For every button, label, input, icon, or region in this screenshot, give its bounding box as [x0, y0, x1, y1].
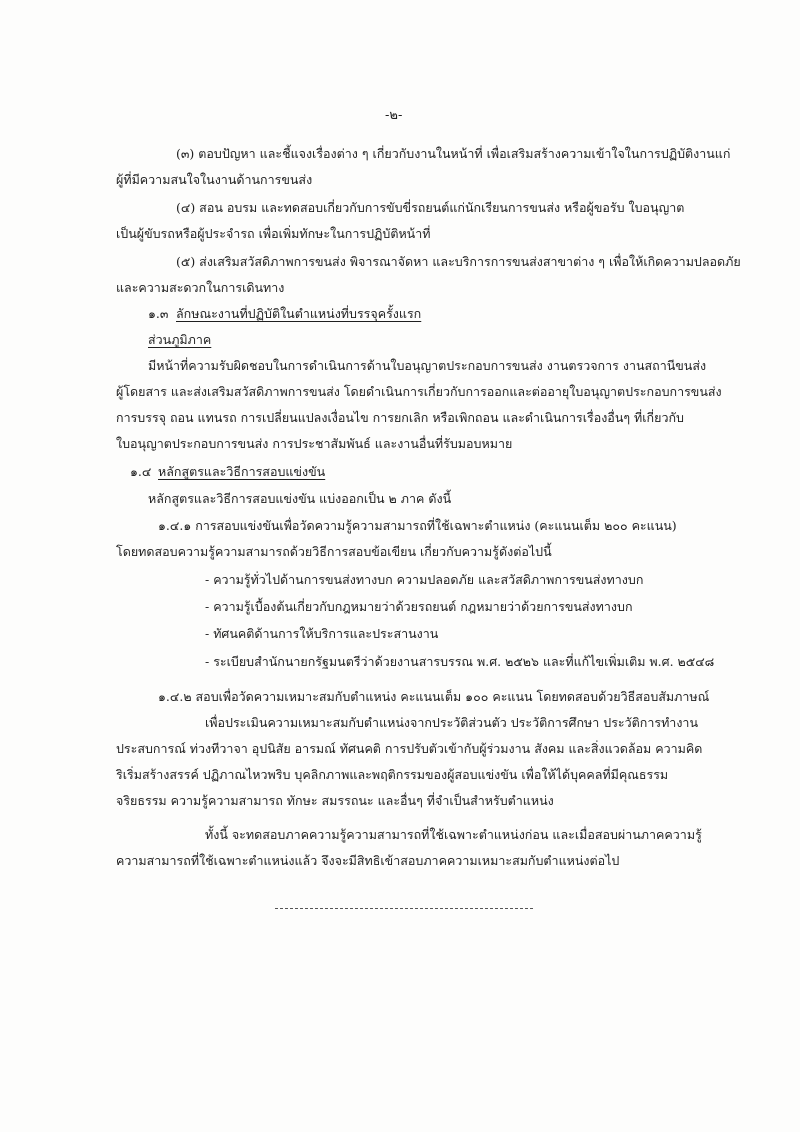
knowledge-item-2: - ความรู้เบื้องต้นเกี่ยวกับกฎหมายว่าด้วยรถยนต์ กฎหมายว่าด้วยการขนส่งทางบก — [205, 599, 633, 614]
part-1-line-2: โดยทดสอบความรู้ความสามารถด้วยวิธีการสอบข้อเขียน เกี่ยวกับความรู้ดังต่อไปนี้ — [116, 544, 552, 559]
section-1-3-number: ๑.๓ — [148, 306, 169, 321]
page-number: -๒- — [385, 108, 403, 123]
section-1-3-subheading: ส่วนภูมิภาค — [148, 332, 212, 347]
duty-item-3-line-2: ผู้ที่มีความสนใจในงานด้านการขนส่ง — [116, 172, 313, 187]
part-2-line-2: เพื่อประเมินความเหมาะสมกับตำแหน่งจากประวัติส่วนตัว ประวัติการศึกษา ประวัติการทำงาน — [205, 715, 698, 730]
section-1-3-heading: ลักษณะงานที่ปฏิบัติในตำแหน่งที่บรรจุครั้งแรก — [176, 306, 422, 321]
section-1-3-body-line-1: มีหน้าที่ความรับผิดชอบในการดำเนินการด้านใบอนุญาตประกอบการขนส่ง งานตรวจการ งานสถานีขนส่ง — [148, 358, 707, 373]
part-1-line-1: ๑.๔.๑ การสอบแข่งขันเพื่อวัดความรู้ความสามารถที่ใช้เฉพาะตำแหน่ง (คะแนนเต็ม ๒๐๐ คะแนน) — [158, 518, 677, 533]
section-1-4-intro: หลักสูตรและวิธีการสอบแข่งขัน แบ่งออกเป็น ๒ ภาค ดังนี้ — [148, 491, 452, 506]
closing-line-1: ทั้งนี้ จะทดสอบภาคความรู้ความสามารถที่ใช้เฉพาะตำแหน่งก่อน และเมื่อสอบผ่านภาคความรู้ — [205, 827, 702, 842]
section-1-4-heading: หลักสูตรและวิธีการสอบแข่งขัน — [158, 464, 326, 479]
knowledge-item-1: - ความรู้ทั่วไปด้านการขนส่งทางบก ความปลอดภัย และสวัสดิภาพการขนส่งทางบก — [205, 572, 644, 587]
duty-item-4-line-2: เป็นผู้ขับรถหรือผู้ประจำรถ เพื่อเพิ่มทักษะในการปฏิบัติหน้าที่ — [116, 226, 431, 241]
part-2-line-4: ริเริ่มสร้างสรรค์ ปฏิภาณไหวพริบ บุคลิกภาพและพฤติกรรมของผู้สอบแข่งขัน เพื่อให้ได้บุคคลที่มีคุณธรรม — [116, 767, 669, 782]
section-1-3-body-line-2: ผู้โดยสาร และส่งเสริมสวัสดิภาพการขนส่ง โดยดำเนินการเกี่ยวกับการออกและต่ออายุใบอนุญาตประกอบการขนส่ง — [116, 384, 722, 399]
closing-line-2: ความสามารถที่ใช้เฉพาะตำแหน่งแล้ว จึงจะมีสิทธิเข้าสอบภาคความเหมาะสมกับตำแหน่งต่อไป — [116, 853, 620, 868]
end-divider — [275, 908, 533, 909]
knowledge-item-3: - ทัศนคติด้านการให้บริการและประสานงาน — [205, 626, 439, 641]
duty-item-4-line-1: (๔) สอน อบรม และทดสอบเกี่ยวกับการขับขี่รถยนต์แก่นักเรียนการขนส่ง หรือผู้ขอรับ ใบอนุญาต — [176, 200, 685, 215]
duty-item-3-line-1: (๓) ตอบปัญหา และชี้แจงเรื่องต่าง ๆ เกี่ยวกับงานในหน้าที่ เพื่อเสริมสร้างความเข้าใจในการปฏิบัติงานแก่ — [176, 146, 731, 161]
duty-item-5-line-1: (๕) ส่งเสริมสวัสดิภาพการขนส่ง พิจารณาจัดหา และบริการการขนส่งสาขาต่าง ๆ เพื่อให้เกิดความปลอดภัย — [176, 254, 741, 269]
knowledge-item-4: - ระเบียบสำนักนายกรัฐมนตรีว่าด้วยงานสารบรรณ พ.ศ. ๒๕๒๖ และที่แก้ไขเพิ่มเติม พ.ศ. ๒๕๔๘ — [205, 654, 715, 669]
part-2-line-3: ประสบการณ์ ท่วงทีวาจา อุปนิสัย อารมณ์ ทัศนคติ การปรับตัวเข้ากับผู้ร่วมงาน สังคม และสิ่งแวดล้อม ความคิด — [116, 741, 703, 756]
section-1-3-body-line-3: การบรรจุ ถอน แทนรถ การเปลี่ยนแปลงเงื่อนไข การยกเลิก หรือเพิกถอน และดำเนินการเรื่องอื่นๆ ที่เกี่ยวกับ — [116, 410, 684, 425]
section-1-3-body-line-4: ใบอนุญาตประกอบการขนส่ง การประชาสัมพันธ์ และงานอื่นที่รับมอบหมาย — [116, 436, 513, 451]
part-2-line-1: ๑.๔.๒ สอบเพื่อวัดความเหมาะสมกับตำแหน่ง คะแนนเต็ม ๑๐๐ คะแนน โดยทดสอบด้วยวิธีสอบสัมภาษณ์ — [158, 689, 710, 704]
section-1-4-number: ๑.๔ — [130, 464, 152, 479]
part-2-line-5: จริยธรรม ความรู้ความสามารถ ทักษะ สมรรถนะ และอื่นๆ ที่จำเป็นสำหรับตำแหน่ง — [116, 793, 554, 808]
duty-item-5-line-2: และความสะดวกในการเดินทาง — [116, 280, 285, 295]
